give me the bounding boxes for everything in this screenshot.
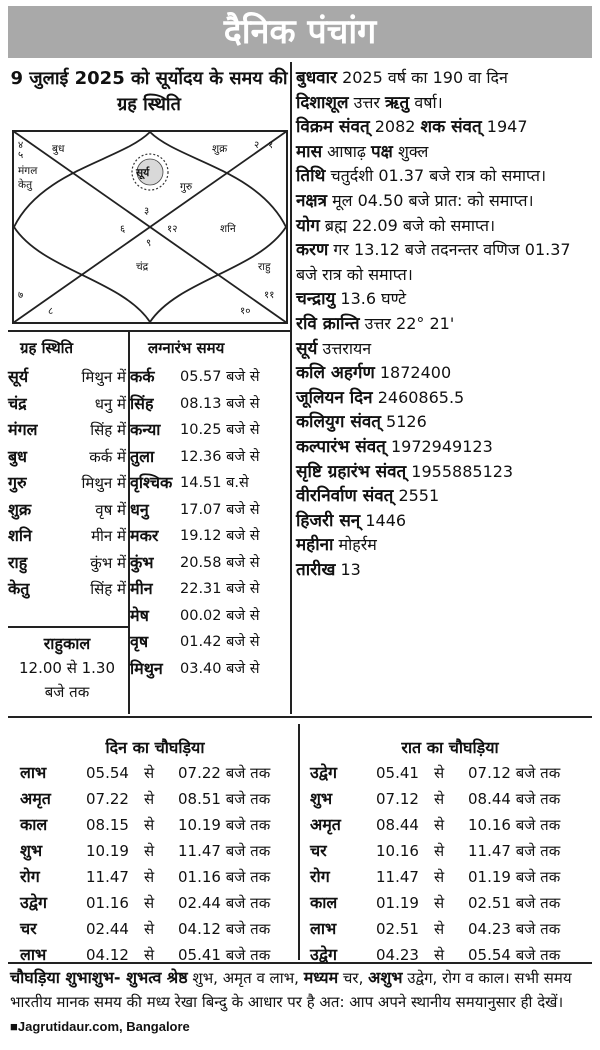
lagna-row	[130, 656, 290, 683]
detail-value: 1872400	[374, 363, 452, 383]
detail-value: शुक्ल	[392, 141, 429, 161]
house-number: ९	[146, 238, 152, 249]
planet-mangal: मंगल	[18, 165, 38, 177]
detail-row	[296, 558, 596, 583]
lagna-row	[130, 550, 290, 577]
graha-sign: मीन में	[91, 527, 126, 545]
lagna-name: मीन	[130, 579, 153, 598]
choghadiya-row	[20, 916, 270, 942]
choghadiya-from: 02.51	[376, 920, 419, 938]
detail-label: तारीख	[296, 559, 336, 580]
detail-row	[296, 91, 596, 116]
graha-sign: कुंभ में	[90, 553, 126, 572]
choghadiya-se: से	[144, 842, 155, 860]
section-divider	[8, 626, 128, 628]
lagna-row	[130, 523, 290, 550]
choghadiya-name: रोग	[310, 867, 330, 886]
detail-value: 13	[335, 559, 361, 579]
choghadiya-row	[310, 812, 560, 838]
detail-label: रवि क्रान्ति	[296, 313, 360, 334]
choghadiya-se: से	[434, 842, 445, 860]
graha-planet: शुक्र	[8, 499, 32, 519]
graha-sign: वृष में	[95, 500, 126, 519]
detail-row	[296, 386, 596, 411]
footer-text: चर,	[338, 969, 369, 987]
graha-planet: चंद्र	[8, 393, 27, 413]
lagna-row	[130, 417, 290, 444]
choghadiya-se: से	[144, 790, 155, 808]
detail-value: 2025 वर्ष का 190 वा दिन	[336, 68, 508, 87]
detail-value: आषाढ़	[322, 141, 371, 161]
choghadiya-to: 04.23 बजे तक	[468, 920, 561, 938]
lagna-name: वृष	[130, 632, 149, 651]
lagna-name: मकर	[130, 526, 159, 545]
choghadiya-row	[310, 890, 560, 916]
choghadiya-from: 01.16	[86, 894, 129, 912]
house-number: १२	[167, 224, 178, 235]
graha-sign: धनु में	[94, 394, 126, 413]
choghadiya-to: 01.19 बजे तक	[468, 868, 561, 886]
choghadiya-from: 11.47	[376, 868, 419, 886]
choghadiya-row	[310, 838, 560, 864]
choghadiya-row	[310, 786, 560, 812]
detail-label: तिथि	[296, 166, 326, 187]
detail-row	[296, 238, 596, 287]
section-divider	[8, 716, 592, 718]
graha-planet: शनि	[8, 526, 32, 545]
detail-value: 2460865.5	[372, 387, 465, 407]
detail-row	[296, 164, 596, 189]
lagna-time: 17.07 बजे से	[180, 501, 260, 518]
rahukaal-suffix: बजे तक	[44, 683, 90, 701]
choghadiya-from: 05.54	[86, 764, 129, 782]
planet-guru: गुरु	[180, 181, 193, 193]
planet-surya: सूर्य	[136, 167, 150, 179]
column-divider	[298, 724, 300, 960]
graha-sign: मिथुन में	[81, 368, 126, 386]
graha-sign: मिथुन में	[81, 474, 126, 492]
lagna-time: 10.25 बजे से	[180, 422, 260, 438]
choghadiya-to: 11.47 बजे तक	[178, 842, 271, 860]
choghadiya-name: रोग	[20, 867, 40, 886]
choghadiya-name: काल	[310, 893, 338, 912]
lagna-row	[130, 576, 290, 603]
choghadiya-from: 07.22	[86, 790, 129, 808]
lagna-name: कन्या	[130, 420, 161, 439]
detail-label: कलि अहर्गण	[296, 363, 375, 384]
detail-row	[296, 115, 596, 140]
choghadiya-name: चर	[310, 841, 327, 860]
detail-row	[296, 509, 596, 534]
detail-value: 2551	[393, 486, 440, 506]
choghadiya-from: 07.12	[376, 790, 419, 808]
choghadiya-to: 02.51 बजे तक	[468, 894, 561, 912]
detail-row	[296, 435, 596, 460]
graha-row	[8, 523, 126, 550]
detail-label: नक्षत्र	[296, 190, 328, 211]
graha-row	[8, 391, 126, 418]
detail-value: मूल 04.50 बजे प्रात: को समाप्त।	[327, 190, 534, 210]
planet-chandra: चंद्र	[136, 261, 149, 273]
choghadiya-name: लाभ	[20, 763, 47, 782]
choghadiya-name: अमृत	[20, 789, 51, 808]
house-number: ४	[18, 140, 24, 151]
graha-planet: गुरु	[8, 473, 27, 492]
detail-value: मोहर्रम	[333, 535, 377, 555]
choghadiya-se: से	[434, 920, 445, 938]
choghadiya-name: लाभ	[20, 945, 47, 964]
choghadiya-row	[20, 812, 270, 838]
graha-row	[8, 470, 126, 497]
detail-value: उत्तरायन	[317, 338, 372, 358]
house-number: ६	[120, 224, 126, 235]
choghadiya-se: से	[434, 946, 445, 964]
detail-row	[296, 361, 596, 386]
detail-row	[296, 337, 596, 362]
planet-shukra: शुक्र	[212, 143, 228, 155]
detail-value: 1947	[481, 117, 528, 137]
choghadiya-se: से	[434, 894, 445, 912]
detail-row	[296, 410, 596, 435]
detail-label: दिशाशूल	[296, 92, 349, 113]
lagna-name: सिंह	[130, 393, 154, 413]
lagna-time: 19.12 बजे से	[180, 528, 260, 544]
lagna-time: 08.13 बजे से	[180, 395, 260, 412]
detail-value: 1972949123	[385, 436, 493, 456]
choghadiya-se: से	[144, 894, 155, 912]
lagna-time: 05.57 बजे से	[180, 369, 260, 385]
planet-shani: शनि	[220, 223, 236, 235]
column-divider	[290, 62, 292, 714]
choghadiya-se: से	[144, 816, 155, 834]
choghadiya-se: से	[144, 868, 155, 886]
choghadiya-from: 08.44	[376, 816, 419, 834]
graha-row	[8, 497, 126, 524]
detail-value: 5126	[380, 412, 427, 432]
choghadiya-row	[310, 760, 560, 786]
choghadiya-row	[20, 864, 270, 890]
detail-row	[296, 214, 596, 239]
choghadiya-to: 07.22 बजे तक	[178, 764, 271, 782]
house-number: ८	[48, 306, 54, 317]
detail-value: ब्रह्म 22.09 बजे को समाप्त।	[319, 215, 496, 235]
detail-value: 2082	[369, 117, 421, 137]
house-number: २	[254, 140, 260, 151]
lagna-name: मिथुन	[130, 658, 163, 678]
choghadiya-row	[310, 942, 560, 968]
detail-label: चन्द्रायु	[296, 289, 336, 310]
footer-text: शुभ, अमृत व लाभ,	[187, 969, 304, 987]
choghadiya-row	[20, 760, 270, 786]
planet-ketu: केतु	[18, 179, 33, 191]
choghadiya-row	[310, 916, 560, 942]
lagna-time: 14.51 ब.से	[180, 475, 249, 491]
detail-label: सूर्य	[296, 338, 318, 359]
banner-title: दैनिक पंचांग	[8, 6, 592, 58]
choghadiya-se: से	[144, 764, 155, 782]
panchang-details	[296, 66, 596, 582]
detail-label: विक्रम संवत्	[296, 117, 370, 138]
choghadiya-from: 02.44	[86, 920, 129, 938]
choghadiya-from: 10.19	[86, 842, 129, 860]
graha-row	[8, 444, 126, 471]
lagna-row	[130, 470, 290, 497]
din-choghadiya-list	[20, 760, 270, 968]
graha-sign: कर्क में	[89, 447, 126, 466]
din-choghadiya-heading: दिन का चौघड़िया	[105, 738, 205, 757]
detail-value: गर 13.12 बजे तदनन्तर वणिज 01.37 बजे रात्र को समाप्त।	[296, 240, 571, 284]
graha-sthiti-heading: ग्रह स्थिति	[20, 339, 74, 357]
lagnarambh-heading: लग्नारंभ समय	[148, 339, 225, 357]
lagna-name: धनु	[130, 499, 149, 519]
choghadiya-to: 10.19 बजे तक	[178, 816, 271, 834]
lagna-name: तुला	[130, 446, 155, 466]
choghadiya-name: अमृत	[310, 815, 341, 834]
graha-planet: सूर्य	[8, 367, 29, 386]
section-divider	[8, 330, 290, 332]
planet-rahu: राहु	[258, 261, 271, 273]
detail-label: कल्पारंभ संवत्	[296, 436, 386, 457]
detail-label: बुधवार	[296, 68, 337, 88]
lagna-row	[130, 391, 290, 418]
footer-text: उद्वेग, रोग व काल। सभी समय भारतीय मानक समय की मध्य रेखा बिन्दु के आधार पर है अत: आप अपने स्थानीय समयानुसार ही देखें।	[10, 969, 572, 1011]
raat-choghadiya-list	[310, 760, 560, 968]
rahukaal-heading: राहुकाल	[43, 634, 91, 653]
choghadiya-se: से	[434, 868, 445, 886]
graha-planet: बुध	[8, 446, 27, 466]
lagna-name: कर्क	[130, 367, 155, 386]
choghadiya-name: उद्वेग	[310, 945, 337, 964]
lagna-time: 01.42 बजे से	[180, 634, 260, 650]
choghadiya-to: 04.12 बजे तक	[178, 920, 271, 938]
chart-title: 9 जुलाई 2025 को सूर्योदय के समय की ग्रह स्थिति	[10, 68, 288, 115]
kundli-chart	[12, 130, 288, 324]
choghadiya-row	[20, 942, 270, 968]
choghadiya-from: 01.19	[376, 894, 419, 912]
lagna-time: 20.58 बजे से	[180, 554, 260, 571]
choghadiya-to: 01.16 बजे तक	[178, 868, 271, 886]
choghadiya-from: 11.47	[86, 868, 129, 886]
detail-label: वीरनिर्वाण संवत्	[296, 486, 394, 507]
raat-choghadiya-heading: रात का चौघड़िया	[401, 738, 499, 757]
lagna-row	[130, 497, 290, 524]
detail-label: शक संवत्	[420, 117, 482, 138]
lagna-row	[130, 364, 290, 391]
graha-planet: राहु	[8, 552, 28, 572]
choghadiya-from: 04.23	[376, 946, 419, 964]
graha-row	[8, 550, 126, 577]
lagna-time: 12.36 बजे से	[180, 448, 260, 465]
house-number: ३	[144, 206, 150, 217]
house-number: ७	[18, 290, 24, 301]
graha-sign: सिंह में	[90, 580, 126, 598]
detail-row	[296, 460, 596, 485]
planet-budh: बुध	[52, 143, 65, 155]
choghadiya-to: 07.12 बजे तक	[468, 764, 561, 782]
choghadiya-row	[20, 890, 270, 916]
choghadiya-se: से	[434, 816, 445, 834]
choghadiya-to: 08.44 बजे तक	[468, 790, 561, 808]
footer-label: चौघड़िया शुभाशुभ- शुभत्व श्रेष्ठ	[10, 968, 188, 987]
choghadiya-to: 05.41 बजे तक	[178, 946, 271, 964]
detail-label: ऋतु	[385, 92, 410, 113]
detail-label: करण	[296, 240, 329, 261]
detail-row	[296, 484, 596, 509]
choghadiya-from: 05.41	[376, 764, 419, 782]
lagna-row	[130, 629, 290, 656]
lagna-name: मेष	[130, 605, 149, 625]
detail-row	[296, 312, 596, 337]
house-number: ५	[18, 150, 24, 161]
graha-row	[8, 417, 126, 444]
choghadiya-name: चर	[20, 919, 37, 938]
graha-sign: सिंह में	[90, 421, 126, 439]
lagnarambh-list	[130, 364, 290, 682]
graha-planet: केतु	[8, 579, 30, 598]
lagna-name: कुंभ	[130, 552, 154, 572]
detail-row	[296, 189, 596, 214]
detail-label: कलियुग संवत्	[296, 412, 381, 433]
lagna-name: वृश्चिक	[130, 473, 173, 492]
detail-label: जूलियन दिन	[296, 387, 373, 408]
footer-label: अशुभ	[368, 968, 403, 987]
choghadiya-name: शुभ	[310, 789, 333, 808]
choghadiya-se: से	[434, 790, 445, 808]
rahukaal-box	[8, 632, 126, 704]
choghadiya-name: शुभ	[20, 841, 43, 860]
detail-value: चतुर्दशी 01.37 बजे रात्र को समाप्त।	[325, 166, 547, 186]
choghadiya-to: 05.54 बजे तक	[468, 946, 561, 964]
detail-label: सृष्टि ग्रहारंभ संवत्	[296, 461, 407, 482]
footer-source: ■Jagrutidaur.com, Bangalore	[10, 1019, 190, 1034]
choghadiya-name: उद्वेग	[310, 763, 337, 782]
choghadiya-from: 08.15	[86, 816, 129, 834]
detail-row	[296, 287, 596, 312]
detail-label: पक्ष	[371, 141, 393, 162]
choghadiya-from: 04.12	[86, 946, 129, 964]
lagna-row	[130, 603, 290, 630]
graha-row	[8, 576, 126, 603]
choghadiya-name: काल	[20, 815, 48, 834]
choghadiya-name: लाभ	[310, 919, 337, 938]
detail-label: योग	[296, 215, 320, 236]
detail-label: महीना	[296, 535, 334, 556]
house-number: ११	[264, 290, 275, 301]
choghadiya-se: से	[144, 946, 155, 964]
detail-row	[296, 533, 596, 558]
choghadiya-to: 11.47 बजे तक	[468, 842, 561, 860]
lagna-time: 00.02 बजे से	[180, 607, 260, 624]
choghadiya-se: से	[434, 764, 445, 782]
rahukaal-time: 12.00 से 1.30	[18, 659, 116, 677]
detail-label: हिजरी सन्	[296, 510, 361, 531]
house-number: १०	[240, 306, 251, 317]
choghadiya-to: 02.44 बजे तक	[178, 894, 271, 912]
choghadiya-se: से	[144, 920, 155, 938]
lagna-time: 03.40 बजे से	[180, 660, 260, 677]
detail-row	[296, 140, 596, 165]
detail-value: उत्तर 22° 21'	[359, 313, 455, 333]
choghadiya-to: 08.51 बजे तक	[178, 790, 271, 808]
choghadiya-row	[20, 838, 270, 864]
footer-label: मध्यम	[303, 968, 339, 987]
graha-row	[8, 364, 126, 391]
detail-value: 1955885123	[406, 461, 514, 481]
detail-value: 13.6 घण्टे	[335, 289, 407, 309]
detail-label: मास	[296, 141, 323, 162]
choghadiya-row	[310, 864, 560, 890]
graha-sthiti-list	[8, 364, 126, 603]
footer-note	[10, 966, 592, 1039]
detail-row	[296, 66, 596, 91]
choghadiya-name: उद्वेग	[20, 893, 47, 912]
detail-value: वर्षा।	[409, 92, 443, 112]
choghadiya-from: 10.16	[376, 842, 419, 860]
lagna-time: 22.31 बजे से	[180, 581, 260, 597]
lagna-row	[130, 444, 290, 471]
choghadiya-to: 10.16 बजे तक	[468, 816, 561, 834]
detail-value: 1446	[360, 510, 407, 530]
detail-value: उत्तर	[348, 92, 386, 112]
graha-planet: मंगल	[8, 420, 38, 439]
house-number: १	[268, 140, 274, 151]
choghadiya-row	[20, 786, 270, 812]
